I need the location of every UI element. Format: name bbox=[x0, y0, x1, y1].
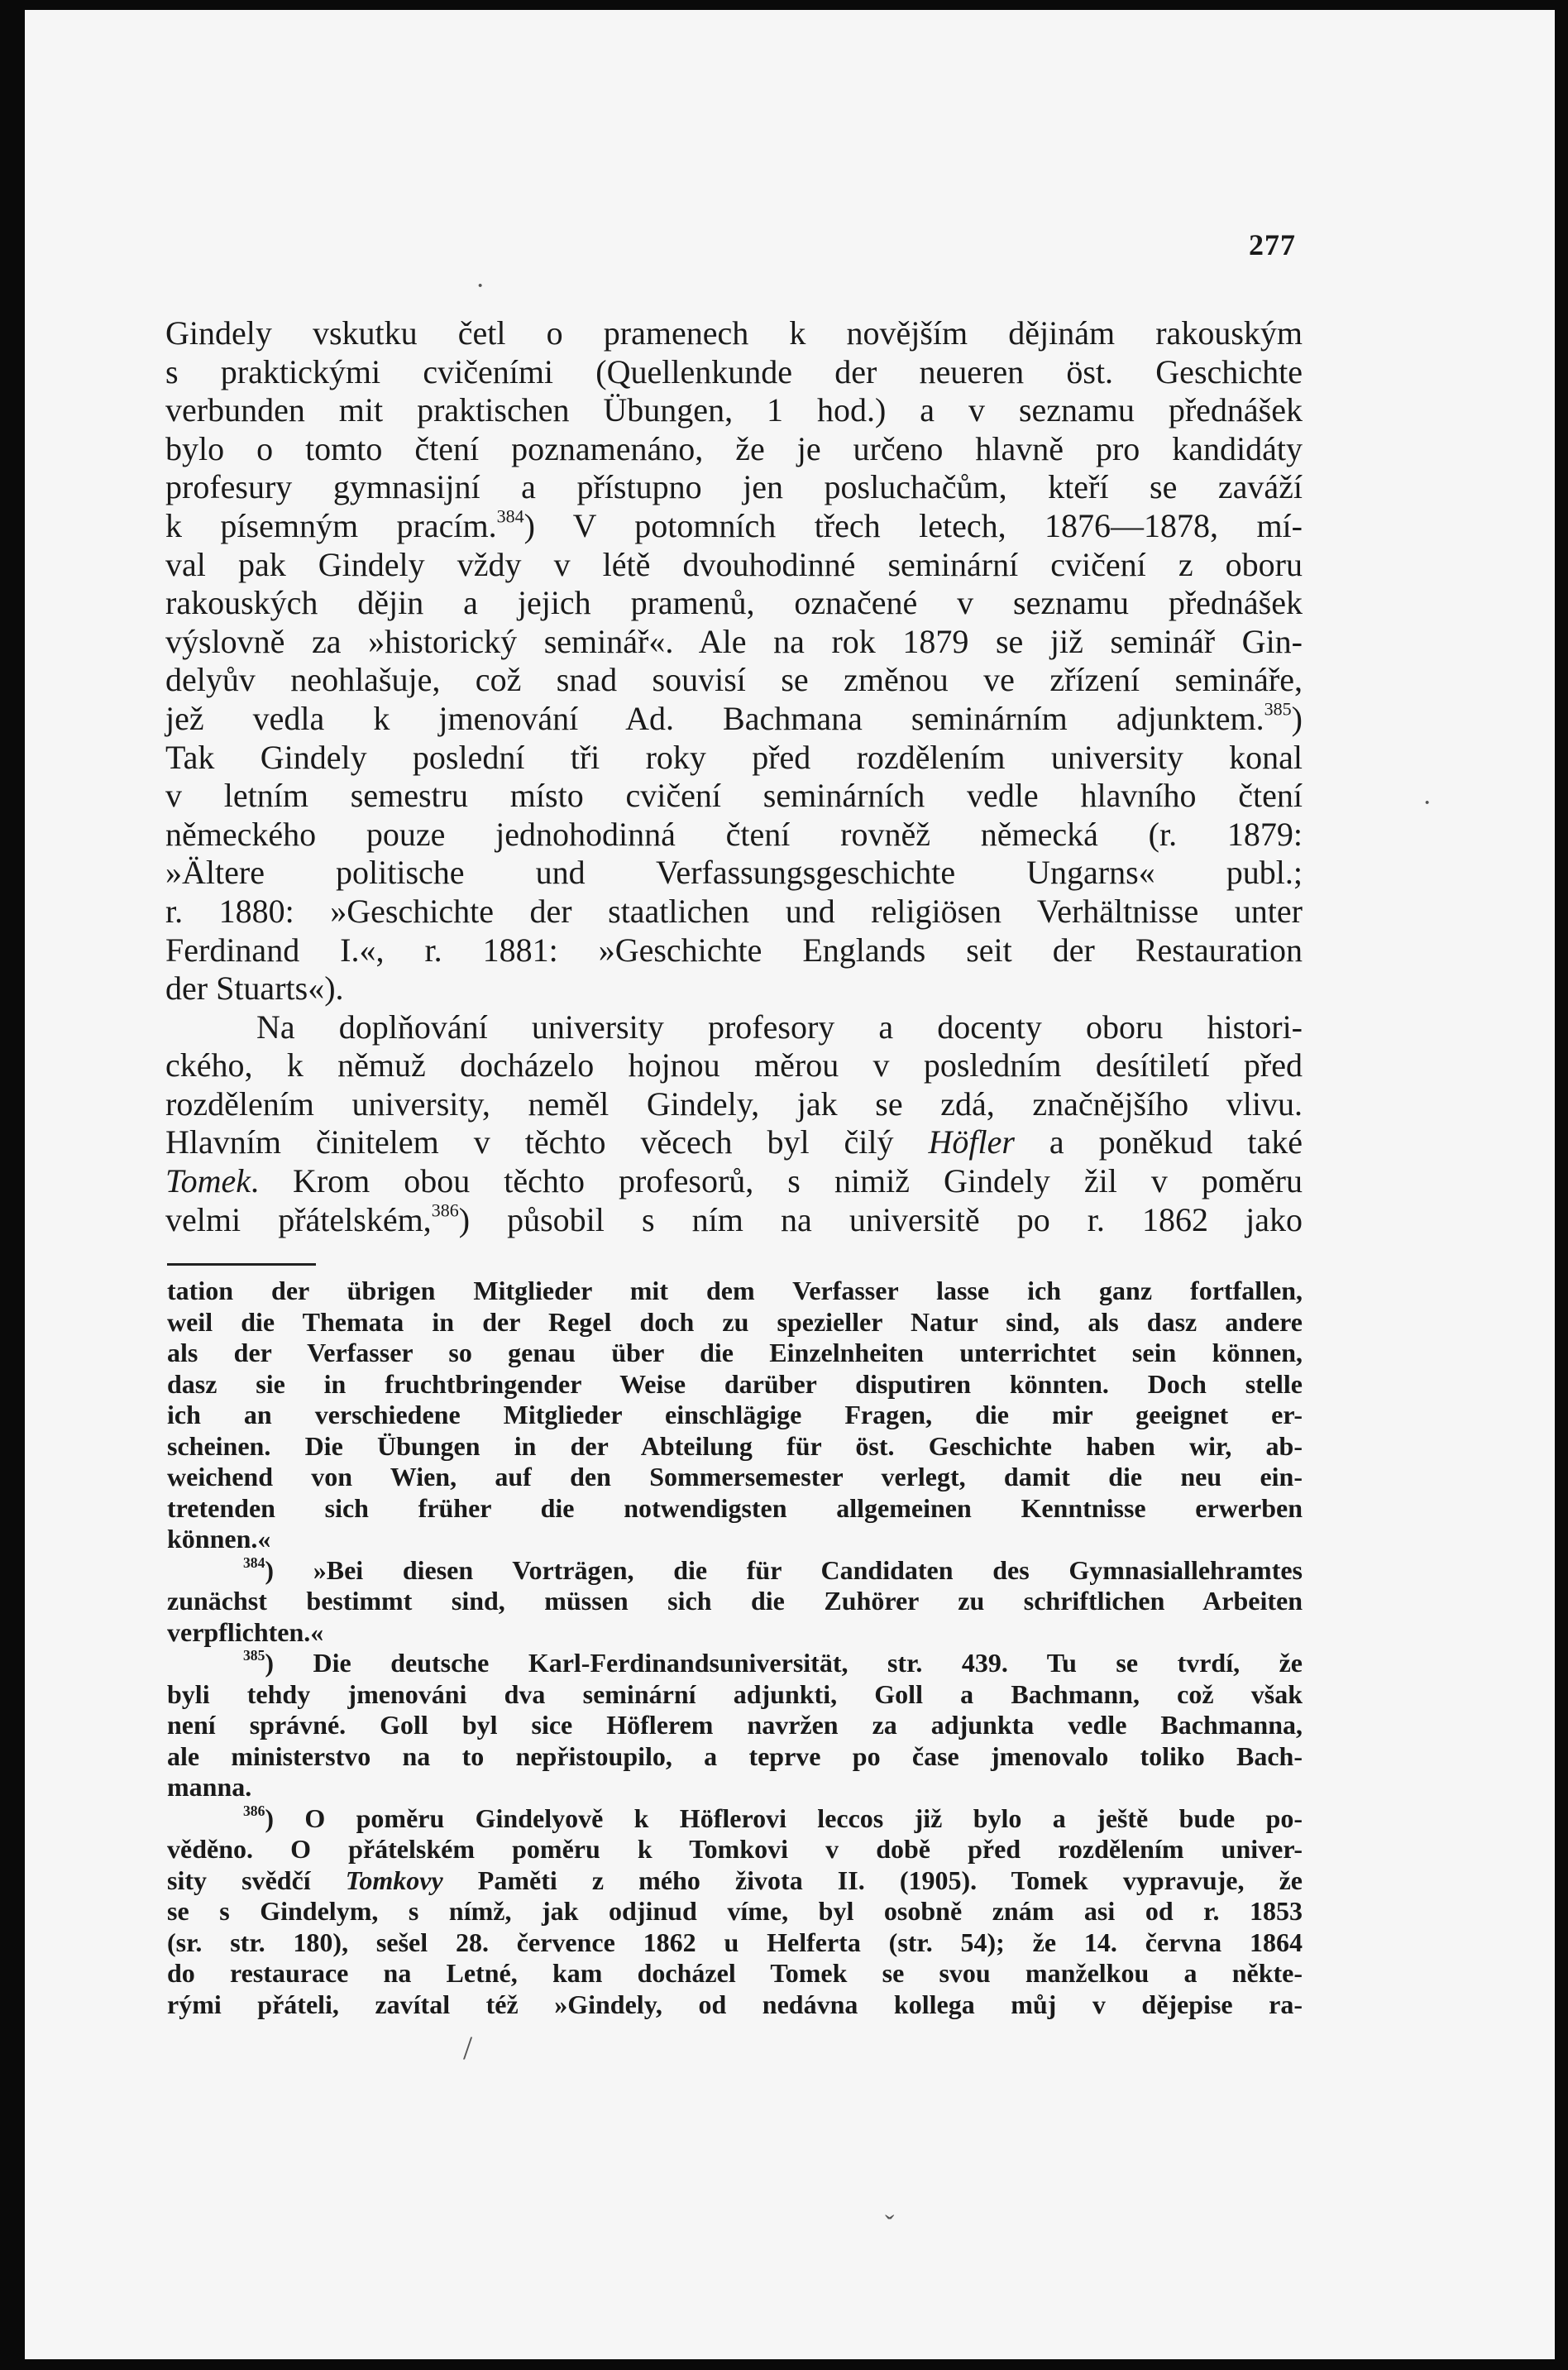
notes-line bbox=[167, 1369, 1303, 1400]
body-line bbox=[165, 1008, 1303, 1047]
footnote-reference: 385 bbox=[243, 1646, 265, 1664]
body-line-text: ) bbox=[1291, 699, 1303, 737]
notes-line-text: ) O poměru Gindelyově k Höflerovi leccos již bylo a ještě bude po- bbox=[265, 1803, 1303, 1833]
body-line-text: . Krom obou těchto profesorů, s nimiž Gindely žil v poměru bbox=[250, 1162, 1303, 1200]
body-line-text: ckého, k němuž docházelo hojnou měrou v posledním desítiletí před bbox=[165, 1046, 1303, 1084]
footnote-reference: 384 bbox=[496, 505, 524, 527]
scan-speck: · bbox=[476, 271, 485, 301]
body-line bbox=[165, 391, 1303, 430]
body-line-text: val pak Gindely vždy v létě dvouhodinné seminární cvičení z oboru bbox=[165, 545, 1303, 583]
body-line-text: Ferdinand I.«, r. 1881: »Geschichte Englands seit der Restauration bbox=[165, 931, 1303, 969]
notes-line bbox=[167, 1586, 1303, 1617]
notes-line-text: zunächst bestimmt sind, müssen sich die Zuhörer zu schriftlichen Arbeiten bbox=[167, 1586, 1303, 1616]
notes-line-text: verpflichten.« bbox=[167, 1616, 324, 1647]
body-line-text: s praktickými cvičeními (Quellenkunde der neueren öst. Geschichte bbox=[165, 352, 1303, 390]
scan-speck: · bbox=[1422, 788, 1432, 818]
body-line-text: Tak Gindely poslední tři roky před rozdělením university konal bbox=[165, 738, 1303, 776]
notes-line-text: není správné. Goll byl sice Höflerem navržen za adjunkta vedle Bachmanna, bbox=[167, 1710, 1303, 1740]
body-line bbox=[165, 777, 1303, 816]
italic-name: Tomek bbox=[165, 1162, 251, 1200]
notes-line bbox=[167, 1617, 1303, 1649]
body-line-text: německého pouze jednohodinná čtení rovněž německá (r. 1879: bbox=[165, 815, 1303, 853]
notes-line bbox=[167, 1865, 1303, 1897]
body-line bbox=[165, 1201, 1303, 1240]
notes-line-text: können.« bbox=[167, 1524, 271, 1554]
notes-line-text: věděno. O přátelském poměru k Tomkovi v době před rozdělením univer- bbox=[167, 1834, 1303, 1864]
book-page bbox=[25, 10, 1555, 2359]
notes-line-text: manna. bbox=[167, 1772, 252, 1802]
notes-line-text: als der Verfasser so genau über die Einzelnheiten unterrichtet sein können, bbox=[167, 1338, 1303, 1367]
body-line-text: Gindely vskutku četl o pramenech k novějším dějinám rakouským bbox=[165, 314, 1303, 352]
body-line-text: k písemným pracím. bbox=[165, 506, 497, 544]
body-line-text: ) V potomních třech letech, 1876—1878, mí- bbox=[523, 506, 1303, 544]
italic-name: Tomkovy bbox=[345, 1865, 443, 1895]
body-line bbox=[165, 468, 1303, 507]
body-line bbox=[165, 739, 1303, 778]
body-line bbox=[165, 661, 1303, 700]
body-line bbox=[165, 546, 1303, 585]
footnote-reference: 384 bbox=[243, 1554, 265, 1571]
notes-line bbox=[167, 1338, 1303, 1369]
body-line bbox=[165, 353, 1303, 392]
body-line bbox=[165, 700, 1303, 739]
body-line-text: jež vedla k jmenování Ad. Bachmana seminárním adjunktem. bbox=[165, 699, 1264, 737]
notes-line-text: se s Gindelym, s nímž, jak odjinud víme, byl osobně znám asi od r. 1853 bbox=[167, 1896, 1303, 1926]
notes-line-text: byli tehdy jmenováni dva seminární adjunkti, Goll a Bachmann, což však bbox=[167, 1678, 1303, 1709]
notes-line bbox=[167, 1462, 1303, 1493]
body-line bbox=[165, 1162, 1303, 1201]
notes-line-text: do restaurace na Letné, kam docházel Tomek se svou manželkou a někte- bbox=[167, 1958, 1303, 1988]
body-line-text: verbunden mit praktischen Übungen, 1 hod.) a v seznamu přednášek bbox=[165, 391, 1303, 429]
notes-line bbox=[167, 1400, 1303, 1431]
notes-line-text: ) »Bei diesen Vorträgen, die für Candidaten des Gymnasiallehramtes bbox=[265, 1554, 1303, 1585]
body-line-text: v letním semestru místo cvičení seminárních vedle hlavního čtení bbox=[165, 777, 1303, 815]
body-line bbox=[165, 1085, 1303, 1124]
body-line bbox=[165, 854, 1303, 893]
notes-line bbox=[167, 1307, 1303, 1338]
body-line-text: bylo o tomto čtení poznamenáno, že je určeno hlavně pro kandidáty bbox=[165, 429, 1303, 467]
notes-line-text: ale ministerstvo na to nepřistoupilo, a teprve po čase jmenovalo toliko Bach- bbox=[167, 1740, 1303, 1771]
notes-line-text: weichend von Wien, auf den Sommersemester verlegt, damit die neu ein- bbox=[167, 1462, 1303, 1491]
body-line-text: rakouských dějin a jejich pramenů, označené v seznamu přednášek bbox=[165, 584, 1303, 622]
notes-line-text: dasz sie in fruchtbringender Weise darüber disputiren könnten. Doch stelle bbox=[167, 1368, 1303, 1399]
body-line-text: delyův neohlašuje, což snad souvisí se změnou ve zřízení semináře, bbox=[165, 661, 1303, 699]
notes-line bbox=[167, 1276, 1303, 1307]
scan-speck: / bbox=[463, 2029, 473, 2066]
notes-line-text: Paměti z mého života II. (1905). Tomek vypravuje, že bbox=[442, 1865, 1303, 1895]
notes-line-text: sity svědčí bbox=[167, 1865, 346, 1895]
notes-line-text: tation der übrigen Mitglieder mit dem Verfasser lasse ich ganz fortfallen, bbox=[167, 1276, 1303, 1305]
body-line bbox=[165, 816, 1303, 855]
italic-name: Höfler bbox=[928, 1123, 1015, 1161]
body-line bbox=[165, 931, 1303, 970]
notes-line bbox=[167, 1741, 1303, 1773]
footnote-reference: 385 bbox=[1264, 698, 1292, 720]
body-line-text: ) působil s ním na universitě po r. 1862 jako bbox=[458, 1200, 1303, 1238]
notes-line-text: scheinen. Die Übungen in der Abteilung für öst. Geschichte haben wir, ab- bbox=[167, 1430, 1303, 1461]
body-line-text: velmi přátelském, bbox=[165, 1200, 432, 1238]
notes-line bbox=[167, 1431, 1303, 1463]
body-line-text: »Ältere politische und Verfassungsgeschichte Ungarns« publ.; bbox=[165, 854, 1303, 892]
main-text bbox=[165, 314, 1303, 1239]
body-line-text: výslovně za »historický seminář«. Ale na rok 1879 se již seminář Gin- bbox=[165, 622, 1303, 660]
notes-line bbox=[167, 1803, 1303, 1835]
footnote-rule bbox=[167, 1263, 316, 1266]
notes-line-text: ich an verschiedene Mitglieder einschlägige Fragen, die mir geeignet er- bbox=[167, 1400, 1303, 1429]
page-number: 277 bbox=[1249, 228, 1296, 261]
notes-line bbox=[167, 1648, 1303, 1679]
notes-line-text: tretenden sich früher die notwendigsten allgemeinen Kenntnisse erwerben bbox=[167, 1492, 1303, 1523]
notes-line bbox=[167, 1896, 1303, 1927]
body-line-text: Na doplňování university profesory a docenty oboru histori- bbox=[256, 1008, 1303, 1046]
body-line bbox=[165, 430, 1303, 469]
notes-line bbox=[167, 1679, 1303, 1711]
notes-line-text: rými přáteli, zavítal též »Gindely, od nedávna kollega můj v dějepise ra- bbox=[167, 1989, 1303, 2019]
body-line bbox=[165, 584, 1303, 623]
body-line-text: profesury gymnasijní a přístupno jen posluchačům, kteří se zaváží bbox=[165, 468, 1303, 506]
notes-line bbox=[167, 1524, 1303, 1555]
notes-line-text: weil die Themata in der Regel doch zu spezieller Natur sind, als dasz andere bbox=[167, 1306, 1303, 1337]
notes-line-text: (sr. str. 180), sešel 28. července 1862 u Helferta (str. 54); že 14. června 1864 bbox=[167, 1927, 1303, 1957]
body-line bbox=[165, 893, 1303, 931]
notes-line bbox=[167, 1958, 1303, 1989]
body-line-text: r. 1880: »Geschichte der staatlichen und religiösen Verhältnisse unter bbox=[165, 892, 1303, 930]
scan-speck: ˇ bbox=[885, 2210, 895, 2241]
body-line bbox=[165, 1046, 1303, 1085]
body-line bbox=[165, 507, 1303, 546]
footnotes bbox=[167, 1276, 1303, 2020]
body-line bbox=[165, 623, 1303, 662]
body-line bbox=[165, 1123, 1303, 1162]
notes-line bbox=[167, 1772, 1303, 1803]
notes-line-text: ) Die deutsche Karl-Ferdinandsuniversität, str. 439. Tu se tvrdí, že bbox=[265, 1648, 1303, 1678]
notes-line bbox=[167, 1989, 1303, 2021]
footnote-reference: 386 bbox=[431, 1199, 459, 1221]
notes-line bbox=[167, 1493, 1303, 1525]
notes-line bbox=[167, 1834, 1303, 1865]
notes-line bbox=[167, 1710, 1303, 1741]
notes-line bbox=[167, 1927, 1303, 1959]
body-line-text: der Stuarts«). bbox=[165, 970, 344, 1008]
body-line bbox=[165, 970, 1303, 1008]
body-line-text: Hlavním činitelem v těchto věcech byl čilý bbox=[165, 1123, 929, 1161]
body-line-text: rozdělením university, neměl Gindely, jak se zdá, značnějšího vlivu. bbox=[165, 1084, 1303, 1123]
body-line bbox=[165, 314, 1303, 353]
notes-line bbox=[167, 1555, 1303, 1587]
body-line-text: a poněkud také bbox=[1014, 1123, 1303, 1161]
footnote-reference: 386 bbox=[243, 1802, 265, 1819]
